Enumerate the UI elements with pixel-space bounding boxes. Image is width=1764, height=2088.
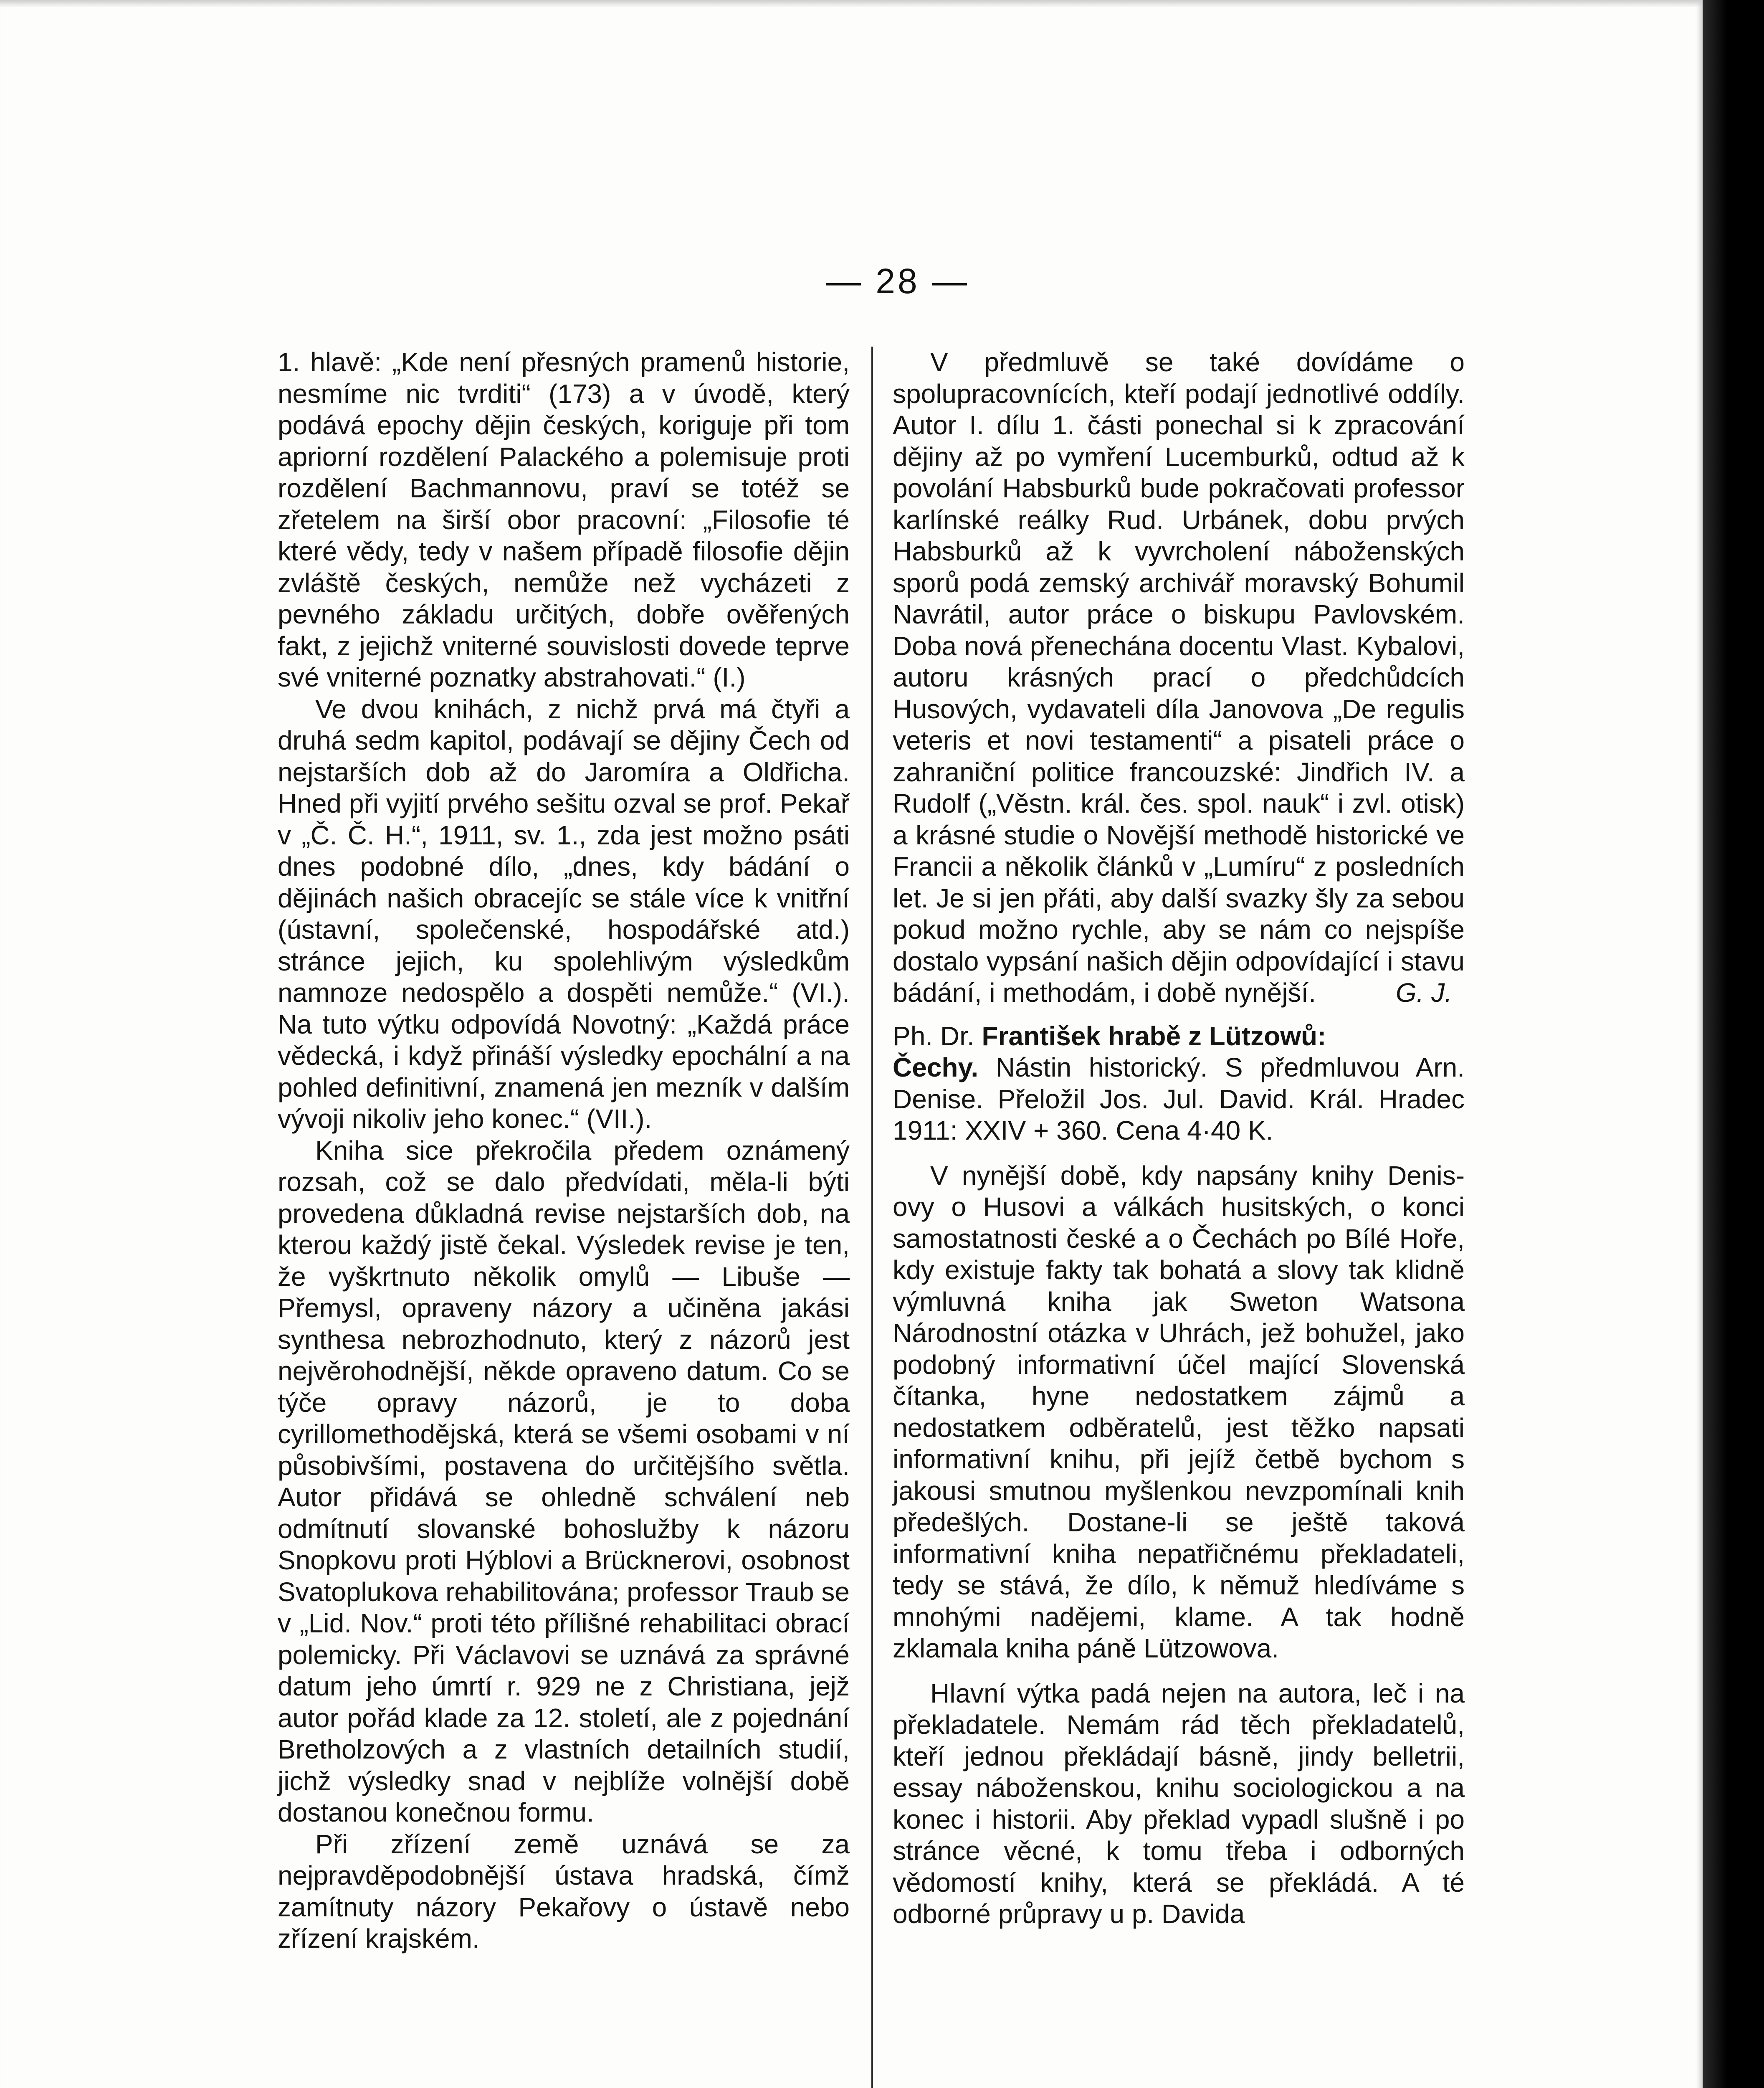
entry-details: Nástin historický. S předmluvou Arn. Denise. Přeložil Jos. Jul. David. Král. Hradec 1911: XXIV + 360. Cena 4·40 K. [893, 1052, 1465, 1145]
entry-author: František hrabě z Lützowů: [982, 1021, 1326, 1051]
entry-prefix: Ph. Dr. [893, 1021, 982, 1051]
left-paragraph-1: 1. hlavě: „Kde není přesných pramenů historie, nesmíme nic tvrditi“ (173) a v úvodě, který podává epochy dějin českých, koriguje při tom apriorní rozdělení Palackého a polemisuje proti rozdělení Bachmannovu, praví se totéž se zřetelem na širší obor pracovní: „Filosofie té které vědy, tedy v našem případě filosofie dějin zvláště českých, nemůže než vycházeti z pevného základu určitých, dobře ověřených fakt, z jejichž vniterné souvislosti dovede teprve své vniterné poznatky abstrahovati.“ (I.) [278, 347, 850, 692]
review-signature: G. J. [1395, 978, 1452, 1008]
right-paragraph-2: V nynější době, kdy napsány knihy Denis-ovy o Husovi a válkách husitských, o konci samostatnosti české a o Čechách po Bílé Hoře, kdy existuje fakty tak bohatá a slovy tak klidně výmluvná kniha jak Sweton Watsona Národnostní otázka v Uhrách, jež bohužel, jako podobný informativní účel mající Slovenská čítanka, hyne nedostatkem zájmů a nedostatkem odběratelů, jest těžko napsati informativní knihu, při jejíž četbě bychom s jakousi smutnou myšlenkou nevzpomínali knih předešlých. Dostane-li se ještě taková informativní kniha nepatřičnému překladateli, tedy se stává, že dílo, k němuž hledíváme s mnohými nadějemi, klame. A tak hodně zklamala kniha páně Lützowova. [893, 1160, 1465, 1663]
left-paragraph-3: Kniha sice překročila předem oznámený rozsah, což se dalo předvídati, měla-li býti provedena důkladná revise nejstarších dob, na kterou každý jistě čekal. Výsledek revise je ten, že vyškrtnuto několik omylů — Libuše — Přemysl, opraveny názory a učiněna jakási synthesa nebrozhodnuto, který z názorů jest nejvěrohodnější, někde opraveno datum. Co se týče opravy názorů, je to doba cyrillomethodějská, která se všemi osobami v ní působivšími, postavena do určitějšího světla. Autor přidává se ohledně schválení neb odmítnutí slovanské bohoslužby k názoru Snopkovu proti Hýblovi a Brücknerovi, osobnost Svatoplukova rehabilitována; professor Traub se v „Lid. Nov.“ proti této přílišné rehabilitaci obrací polemicky. Při Václavovi se uznává za správné datum jeho úmrtí r. 929 ne z Christiana, jejž autor pořád klade za 12. století, ale z pojednání Bretholzových a z vlastních detailních studií, jichž výsledky snad v nejblíže volnější době dostanou konečnou formu. [278, 1135, 850, 1827]
page-top-edge [0, 0, 1703, 8]
right-paragraph-1 [893, 347, 1465, 1009]
book-entry-header [893, 1021, 1465, 1147]
right-paragraph-3: Hlavní výtka padá nejen na autora, leč i na překladatele. Nemám rád těch překladatelů, kteří jednou překládají básně, jindy belletrii, essay náboženskou, knihu sociologickou a na konec i historii. Aby překlad vypadl slušně i po stránce věcné, k tomu třeba i odborných vědomostí knihy, která se překládá. A té odborné průpravy u p. Davida [893, 1678, 1465, 1929]
left-paragraph-4: Při zřízení země uznává se za nejpravděpodobnější ústava hradská, čímž zamítnuty názory Pekařovy o ústavě nebo zřízení krajském. [278, 1829, 850, 1954]
left-column [278, 347, 850, 1955]
right-paragraph-1-text: V předmluvě se také dovídáme o spolupracovnících, kteří podají jednotlivé oddíly. Autor I. dílu 1. části ponechal si k zpracování dějiny až po vymření Lucemburků, odtud až k povolání Habsburků bude pokračovati professor karlínské reálky Rud. Urbánek, dobu prvých Habsburků až k vyvrcholení náboženských sporů podá zemský archivář moravský Bohumil Navrátil, autor práce o biskupu Pavlovském. Doba nová přenechána docentu Vlast. Kybalovi, autoru krásných prací o předchůdcích Husových, vydavateli díla Janovova „De regulis veteris et novi testamenti“ a pisateli práce o zahraniční politice francouzské: Jindřich IV. a Rudolf („Věstn. král. čes. spol. nauk“ i zvl. otisk) a krásné studie o Novější methodě historické ve Francii a několik článků v „Lumíru“ z posledních let. Je si jen přáti, aby další svazky šly za sebou pokud možno rychle, aby se nám co nejspíše dostalo vypsání našich dějin odpovídající i stavu bádání, i methodám, i době nynější. [893, 347, 1465, 1008]
entry-title: Čechy. [893, 1052, 979, 1082]
column-divider [871, 347, 873, 2088]
left-paragraph-2: Ve dvou knihách, z nichž prvá má čtyři a druhá sedm kapitol, podávají se dějiny Čech od nejstarších dob až do Jaromíra a Oldřicha. Hned při vyjití prvého sešitu ozval se prof. Pekař v „Č. Č. H.“, 1911, sv. 1., zda jest možno psáti dnes podobné dílo, „dnes, kdy bádání o dějinách našich obracejíc se stále více k vnitřní (ústavní, společenské, hospodářské atd.) stránce jejich, ku spolehlivým výsledkům namnoze nedospělo a dospěti nemůže.“ (VI.). Na tuto výtku odpovídá Novotný: „Každá práce vědecká, i když přináší výsledky epochální a na pohled definitivní, znamená jen mezník v dalším vývoji nikoliv jeho konec.“ (VII.). [278, 694, 850, 1134]
page-number: — 28 — [825, 261, 970, 301]
right-column [893, 347, 1465, 1930]
scan-dark-margin [1703, 0, 1764, 2088]
